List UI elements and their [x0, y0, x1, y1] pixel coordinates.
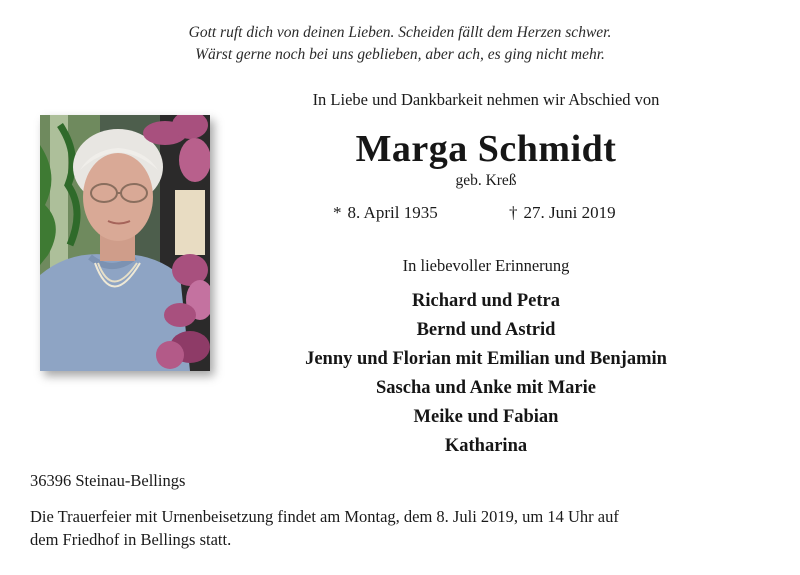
family-member: Bernd und Astrid: [416, 320, 556, 340]
deceased-name: Marga Schmidt: [355, 128, 617, 170]
portrait-photo: [40, 115, 210, 371]
birth-name: geb. Kreß: [455, 172, 517, 189]
family-member: Meike und Fabian: [413, 407, 559, 427]
family-member: Richard und Petra: [412, 291, 560, 311]
memory-line: In liebevoller Erinnerung: [402, 256, 570, 275]
address: 36396 Steinau-Bellings: [30, 471, 186, 490]
poem: [0, 22, 800, 66]
birth-symbol: *: [333, 203, 342, 222]
death-date: [509, 203, 616, 223]
poem-line: Gott ruft dich von deinen Lieben. Scheiden fällt dem Herzen schwer.: [188, 24, 612, 41]
death-symbol: †: [509, 203, 518, 222]
poem-line: Wärst gerne noch bei uns geblieben, aber ach, es ging nicht mehr.: [195, 46, 605, 63]
family-member: Jenny und Florian mit Emilian und Benjamin: [305, 349, 667, 369]
birth-date-text: 8. April 1935: [347, 203, 438, 222]
service-line: Die Trauerfeier mit Urnenbeisetzung findet am Montag, dem 8. Juli 2019, um 14 Uhr auf: [30, 507, 619, 526]
birth-date: [333, 203, 438, 223]
family-member: Sascha und Anke mit Marie: [376, 378, 596, 398]
family-member: Katharina: [444, 436, 528, 456]
intro-text: In Liebe und Dankbarkeit nehmen wir Abschied von: [312, 90, 660, 109]
death-date-text: 27. Juni 2019: [523, 203, 616, 222]
service-line: dem Friedhof in Bellings statt.: [30, 530, 232, 549]
family-list: [230, 287, 742, 461]
service-info: [30, 505, 780, 551]
